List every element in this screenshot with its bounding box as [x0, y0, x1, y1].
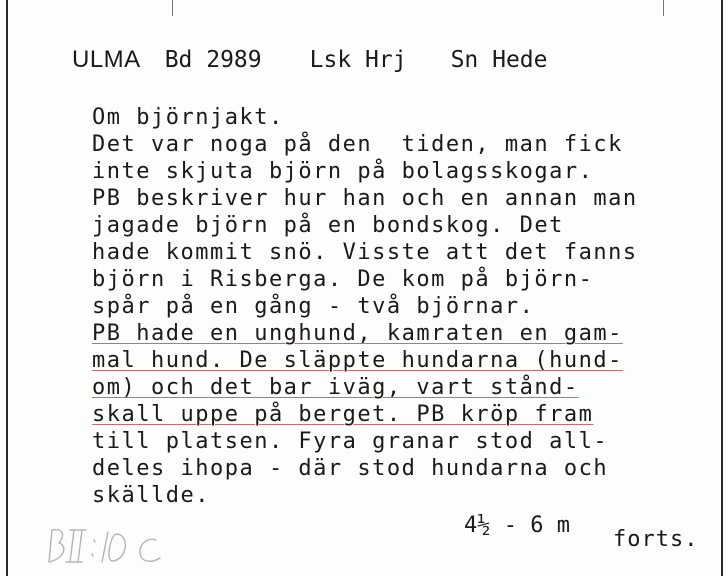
- text-line-underlined: mal hund. De släppte hundarna (hund-: [92, 348, 623, 373]
- text-line: till platsen. Fyra granar stod all-: [92, 429, 609, 454]
- text-line: björn i Risberga. De kom på björn-: [92, 267, 594, 292]
- card-body: [92, 104, 638, 509]
- continued-label: forts.: [613, 527, 699, 552]
- volume-number: Bd 2989: [164, 47, 262, 73]
- text-line: skällde.: [92, 483, 210, 508]
- text-line-underlined: skall uppe på berget. PB kröp fram: [92, 402, 594, 427]
- archive-code: ULMA: [72, 46, 141, 73]
- text-line: hade kommit snö. Visste att det fanns: [92, 240, 638, 265]
- text-line: inte skjuta björn på bolagsskogar.: [92, 159, 594, 184]
- text-line-underlined: om) och det bar iväg, vart stånd-: [92, 375, 579, 400]
- text-line-underlined: PB hade en unghund, kamraten en gam-: [92, 321, 623, 346]
- text-line: Om björnjakt.: [92, 105, 284, 130]
- top-tick-mark: [663, 0, 664, 16]
- district: Lsk Hrj: [309, 47, 407, 73]
- handwritten-note-icon: [44, 520, 194, 570]
- text-line: deles ihopa - där stod hundarna och: [92, 456, 609, 481]
- recording-length: 4½ - 6 m: [464, 513, 570, 538]
- parish: Sn Hede: [450, 47, 548, 73]
- card-header: [72, 46, 548, 74]
- text-line: PB beskriver hur han och en annan man: [92, 186, 638, 211]
- text-line: spår på en gång - två björnar.: [92, 294, 535, 319]
- card-left-edge: [6, 0, 8, 576]
- top-tick-mark: [172, 0, 173, 16]
- text-line: Det var noga på den tiden, man fick: [92, 132, 623, 157]
- card-right-edge: [721, 0, 723, 576]
- text-line: jagade björn på en bondskog. Det: [92, 213, 564, 238]
